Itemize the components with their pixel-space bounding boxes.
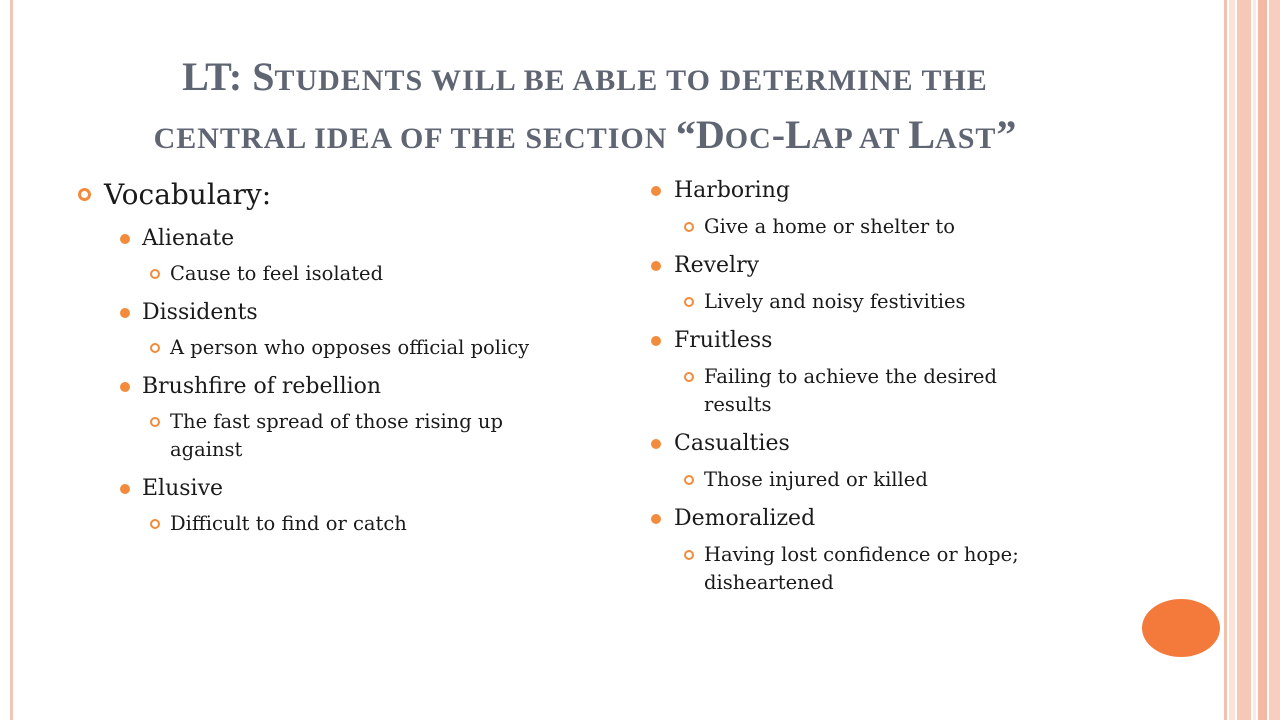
- ring-bullet-icon: [684, 475, 694, 485]
- term-text: Demoralized: [674, 506, 816, 531]
- dot-bullet-icon: [120, 484, 130, 494]
- title-cap: S: [252, 54, 275, 99]
- definition-text: Give a home or shelter to: [704, 215, 955, 238]
- title-line-1: [60, 50, 1110, 108]
- definition-text: Difficult to find or catch: [170, 512, 407, 535]
- vocab-term: [78, 298, 598, 328]
- title-prefix: LT:: [182, 54, 253, 99]
- vocab-definition: [646, 466, 1086, 494]
- vocab-definition: [78, 260, 598, 288]
- ring-bullet-icon: [150, 519, 160, 529]
- ring-bullet-icon: [684, 297, 694, 307]
- vocab-term: [646, 251, 1086, 281]
- vocab-definition: [78, 408, 570, 464]
- vocab-term: [646, 504, 1086, 534]
- term-text: Fruitless: [674, 328, 773, 353]
- dot-bullet-icon: [651, 261, 661, 271]
- title-cap: -L: [771, 112, 812, 157]
- term-text: Casualties: [674, 431, 790, 456]
- right-column: [646, 176, 1086, 607]
- vocab-definition: [646, 288, 1086, 316]
- title-line-2: [60, 108, 1110, 166]
- dot-bullet-icon: [120, 234, 130, 244]
- stripe: [1258, 0, 1267, 720]
- dot-bullet-icon: [651, 336, 661, 346]
- ring-bullet-icon: [150, 343, 160, 353]
- vocab-definition: [78, 334, 598, 362]
- stripe: [1224, 0, 1227, 720]
- definition-text: Having lost confidence or hope; disheartened: [704, 543, 1019, 594]
- vocab-term: [78, 474, 598, 504]
- dot-bullet-icon: [120, 382, 130, 392]
- title-smallcaps: TUDENTS WILL BE ABLE TO DETERMINE THE: [274, 64, 988, 97]
- stripe: [1229, 0, 1235, 720]
- title-cap: L: [908, 112, 936, 157]
- vocab-definition: [646, 213, 1086, 241]
- vocabulary-heading: [78, 176, 598, 214]
- vocab-definition: [78, 510, 598, 538]
- definition-text: A person who opposes official policy: [170, 336, 530, 359]
- ring-bullet-icon: [150, 269, 160, 279]
- term-text: Elusive: [142, 476, 224, 501]
- title-smallcaps: OC: [724, 122, 772, 155]
- stripe: [1253, 0, 1256, 720]
- vocab-term: [78, 372, 598, 402]
- dot-bullet-icon: [651, 186, 661, 196]
- title-cap: “D: [675, 112, 725, 157]
- definition-text: Failing to achieve the desired results: [704, 365, 997, 416]
- definition-text: Cause to feel isolated: [170, 262, 384, 285]
- vocab-term: [78, 224, 598, 254]
- vocab-definition: [646, 363, 1064, 419]
- ring-bullet-icon: [684, 222, 694, 232]
- vocab-term: [646, 176, 1086, 206]
- title-smallcaps: AST: [935, 122, 997, 155]
- ring-bullet-icon: [684, 550, 694, 560]
- left-column: [78, 176, 598, 544]
- ring-bullet-icon: [150, 417, 160, 427]
- dot-bullet-icon: [651, 439, 661, 449]
- ring-bullet-icon: [684, 372, 694, 382]
- vocab-term: [646, 326, 1086, 356]
- title-cap: ”: [996, 112, 1017, 157]
- right-decorative-stripes: [1224, 0, 1280, 720]
- vocab-definition: [646, 541, 1064, 597]
- term-text: Revelry: [674, 253, 760, 278]
- decorative-circle: [1142, 599, 1220, 657]
- dot-bullet-icon: [651, 514, 661, 524]
- term-text: Harboring: [674, 178, 790, 203]
- dot-bullet-icon: [120, 308, 130, 318]
- stripe: [1269, 0, 1280, 720]
- slide-title: [60, 50, 1110, 166]
- term-text: Brushfire of rebellion: [142, 374, 382, 399]
- vocab-term: [646, 429, 1086, 459]
- title-smallcaps: CENTRAL IDEA OF THE SECTION: [153, 122, 676, 155]
- term-text: Dissidents: [142, 300, 258, 325]
- definition-text: Lively and noisy festivities: [704, 290, 966, 313]
- title-smallcaps: AP AT: [811, 122, 909, 155]
- heading-text: Vocabulary:: [104, 178, 272, 211]
- term-text: Alienate: [142, 226, 235, 251]
- stripe: [1237, 0, 1251, 720]
- definition-text: The fast spread of those rising up against: [170, 410, 503, 461]
- ring-bullet-icon: [78, 188, 91, 201]
- definition-text: Those injured or killed: [704, 468, 928, 491]
- left-frame-line: [10, 0, 13, 720]
